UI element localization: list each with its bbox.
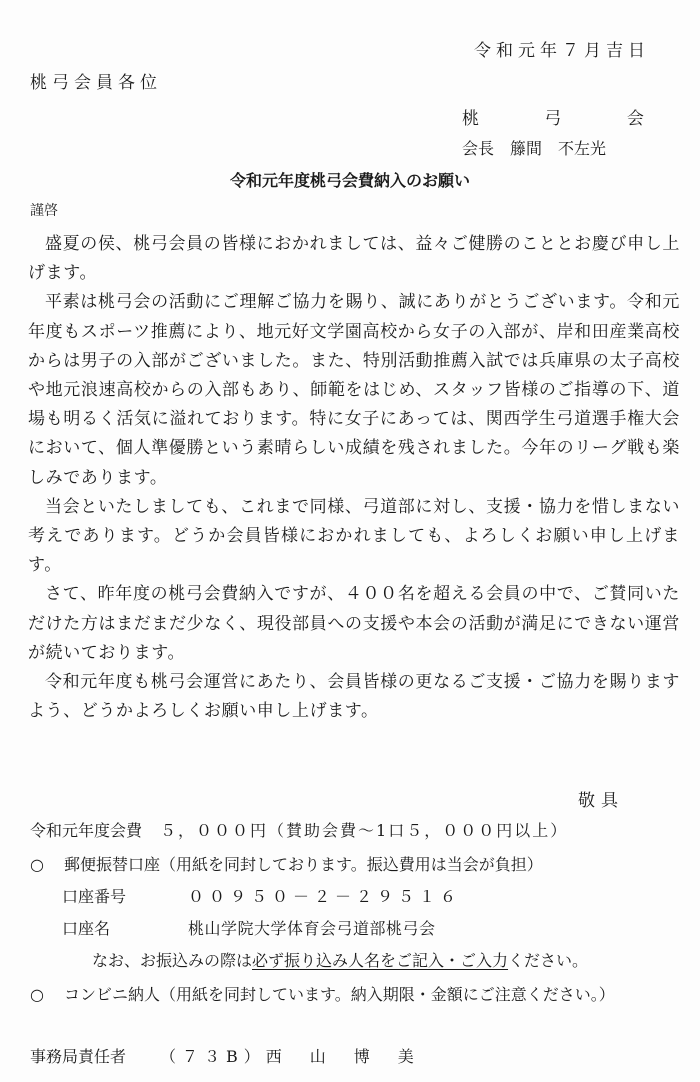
org-char: 会: [626, 109, 644, 129]
circle-bullet-icon: ○: [30, 985, 44, 1004]
sender-president: 会長 籐間 不左光: [462, 139, 607, 158]
sender-organization: [462, 104, 644, 129]
payment-option-text: 郵便振替口座（用紙を同封しております。振込費用は当会が負担）: [64, 855, 543, 874]
note-emphasis: 必ず振り込み人名をご記入・ご入力: [252, 951, 509, 970]
account-number-value: ００９５０－２－２９５１６: [188, 887, 462, 906]
body-paragraph: 平素は桃弓会の活動にご理解ご協力を賜り、誠にありがとうございます。令和元年度もスポーツ推薦により、地元好文学園高校から女子の入部が、岸和田産業高校からは男子の入部がございました。また、特別活動推薦入試では兵庫県の太子高校や地元浪速高校からの入部もあり、師範をはじめ、スタッフ皆様のご指導の下、道場も明るく活気に溢れております。特に女子にあっては、関西学生弓道選手権大会において、個人準優勝という素晴らしい成績を残されました。今年のリーグ戦も楽しみであります。: [28, 292, 680, 488]
payment-option-postal: [30, 852, 543, 875]
account-name-label: 口座名: [62, 919, 111, 938]
body-paragraph: 当会といたしましても、これまで同様、弓道部に対し、支援・協力を惜しまない考えであります。どうか会員皆様におかれましても、よろしくお願い申し上げます。: [28, 496, 680, 576]
body-paragraph: 盛夏の侯、桃弓会員の皆様におかれましては、益々ご健勝のこととお慶び申し上げます。: [28, 234, 680, 284]
fee-line: [30, 818, 568, 841]
body-paragraph: さて、昨年度の桃弓会費納入ですが、４００名を超える会員の中で、ご賛同いただけた方はまだまだ少なく、現役部員への支援や本会の活動が満足にできない運営が続いております。: [28, 584, 680, 663]
payment-option-text: コンビニ納人（用紙を同封しています。納入期限・金額にご注意ください。）: [64, 985, 615, 1004]
closing-salutation: 敬具: [578, 791, 624, 811]
note-prefix: なお、お振込みの際は: [92, 951, 253, 970]
fee-amount: ５，０００円（賛助会費～1口５，０００円以上）: [160, 821, 569, 840]
office-manager-name: （７３B）西 山 博 美: [160, 1047, 420, 1066]
letter-title: 令和元年度桃弓会費納入のお願い: [229, 171, 470, 190]
org-char: 桃: [462, 109, 479, 129]
account-name-value: 桃山学院大学体育会弓道部桃弓会: [188, 919, 436, 938]
account-number-label: 口座番号: [62, 887, 127, 906]
transfer-note: [92, 948, 588, 971]
payment-option-convenience: [30, 982, 615, 1005]
circle-bullet-icon: ○: [30, 855, 44, 874]
addressee: 桃弓会員各位: [30, 73, 162, 93]
letter-date: 令和元年７月吉日: [474, 41, 650, 61]
body-paragraph: 令和元年度も桃弓会運営にあたり、会員皆様の更なるご支援・ご協力を賜りますよう、どうかよろしくお願い申し上げます。: [28, 672, 680, 722]
opening-salutation: 謹啓: [30, 203, 58, 219]
fee-label: 令和元年度会費: [30, 821, 143, 840]
note-suffix: ください。: [508, 951, 589, 970]
org-char: 弓: [544, 109, 562, 129]
letter-body: [28, 230, 680, 726]
office-manager-label: 事務局責任者: [30, 1047, 127, 1066]
